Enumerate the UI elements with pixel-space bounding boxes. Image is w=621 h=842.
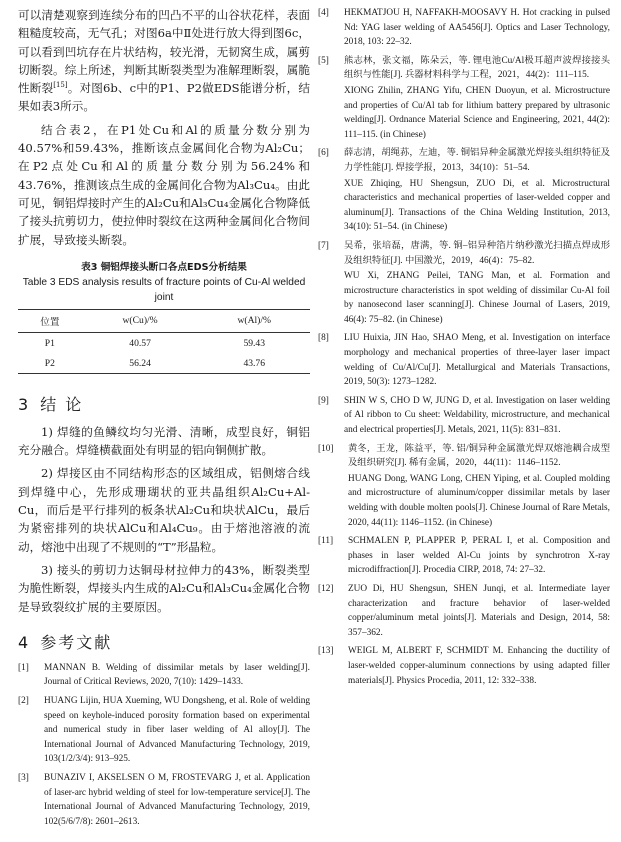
references-list-right bbox=[318, 6, 610, 688]
reference-item: [10] 黄冬，王龙，陈益平，等. 铝/铜异种金属激光焊双熔池耦合成型及组织研究[J]. 稀有金属，2020，44(11)：1146–1152. HUANG Dong, WANG Long, CHEN Yiping, et al. Coupled molding and microstructure of aluminum/copper dissimilar metals by laser welding with double molten pools[J]. Chinese Journal of Rare Metals, 2020, 44(11): 1146–1152. (in Chinese) bbox=[318, 443, 610, 528]
references-list-left bbox=[18, 661, 310, 830]
reference-item: [12] ZUO Di, HU Shengsun, SHEN Junqi, et al. Intermediate layer characterization and fracture behavior of laser-welded copper/aluminum metal joints[J]. Materials and Design, 2014, 58: 357–362. bbox=[318, 583, 610, 638]
paragraph-eds-discussion: 结合表2，在P1处Cu和Al的质量分数分别为40.57%和59.43%，推断该点金属间化合物为Al₂Cu；在P2点处Cu和Al的质量分数分别为56.24%和43.76%，推测该点生成的金属间化合物为Al₃Cu₄。由此可见，铜铝焊接时产生的Al₂Cu和Al₃Cu₄金属化合物降低了接头抗剪切力，使拉伸时裂纹在这两种金属间化合物间扩展，导致接头断裂。 bbox=[18, 122, 310, 247]
table-cell: P2 bbox=[18, 353, 82, 374]
reference-item: [7] 吴希，张培磊，唐满，等. 铜–铝异种箔片纳秒激光扫描点焊成形及组织特征[J]. 中国激光，2019，46(4)：75–82. WU Xi, ZHANG Peilei, TANG Man, et al. Formation and microstructure characteristics in spot welding of dissimilar Cu-Al foil by nanosecond laser scanning[J]. Chinese Journal of Lasers, 2019, 46(4): 75–82. (in Chinese) bbox=[318, 240, 610, 325]
eds-table bbox=[18, 309, 310, 374]
paragraph-fracture-analysis: 可以清楚观察到连续分布的凹凸不平的山谷状花样，表面粗糙度较高，无气孔；对图6a中Ⅱ处进行放大得到图6c，可以看到凹坑存在片状结构，较光滑，无韧窝生成，属剪切断裂。综上所述，判断其断裂类型为准解理断裂，属脆性断裂[15]。对图6b、c中的P1、P2做EDS能谱分析，结果如表3所示。 bbox=[18, 8, 310, 114]
header-al: w(Al)/% bbox=[198, 309, 310, 332]
right-column bbox=[318, 6, 610, 688]
reference-item: [1] MANNAN B. Welding of dissimilar metals by laser welding[J]. Journal of Critical Reviews, 2020, 7(10): 1429–1433. bbox=[18, 662, 310, 688]
reference-item: [5] 熊志林，张文福，陈朵云，等. 锂电池Cu/Al极耳超声波焊接接头组织与性能[J]. 兵器材料科学与工程，2021，44(2)：111–115. XIONG Zhilin, ZHANG Yifu, CHEN Duoyun, et al. Microstructure and properties of Cu/Al tab for lithium battery prepared by ultrasonic welding[J]. Ordnance Material Science and Engineering, 2021, 44(2): 111–115. (in Chinese) bbox=[318, 55, 610, 140]
left-column bbox=[18, 6, 310, 829]
body-text bbox=[18, 6, 310, 249]
table-cell: 40.57 bbox=[129, 337, 151, 349]
reference-item: [3] BUNAZIV I, AKSELSEN O M, FROSTEVARG J, et al. Application of laser-arc hybrid welding of steel for low-temperature service[J]. The International Journal of Advanced Manufacturing Technology, 2019, 102(5/6/7/8): 2601–2613. bbox=[18, 772, 310, 827]
conclusion-item: 1) 焊缝的鱼鳞纹均匀光滑、清晰，成型良好，铜铝充分融合。焊缝横截面处有明显的铝向铜侧扩散。 bbox=[18, 424, 310, 458]
section-heading-references: 4 参考文献 bbox=[18, 632, 113, 652]
reference-item: [6] 薛志清，胡绳荪，左迪，等. 铜铝异种金属激光焊接头组织特征及力学性能[J]. 焊接学报，2013，34(10)：51–54. XUE Zhiqing, HU Shengsun, ZUO Di, et al. Microstructural characteristics and mechanical properties of laser-welded copper and aluminum[J]. Transactions of the China Welding Institution, 2013, 34(10): 51–54. (in Chinese) bbox=[318, 148, 610, 233]
table-cell: 59.43 bbox=[243, 337, 266, 349]
table-cell: 43.76 bbox=[198, 353, 310, 374]
reference-item: [11] SCHMALEN P, PLAPPER P, PERAL I, et al. Composition and phases in laser welded Al-Cu joints by synchrotron X-ray microdiffraction[J]. Procedia CIRP, 2018, 74: 27–32. bbox=[318, 536, 610, 576]
conclusion-body bbox=[18, 423, 310, 616]
reference-item: [2] HUANG Lijin, HUA Xueming, WU Dongsheng, et al. Role of welding speed on keyhole-induced porosity formation based on experimental and numerical study in fiber laser welding of Al alloy[J]. The International Journal of Advanced Manufacturing Technology, 2019, 103(1/2/3/4): 913–925. bbox=[18, 696, 310, 765]
header-cu: w(Cu)/% bbox=[82, 309, 199, 332]
section-heading-conclusion: 3 结 论 bbox=[18, 394, 84, 414]
conclusion-item: 2) 焊接区由不同结构形态的区域组成，铝侧熔合线到焊缝中心，先形成珊瑚状的亚共晶组织Al₂Cu+Al-Cu，而后是平行排列的板条状Al₂Cu和块状AlCu，最后为紧密排列的块状AlCu和Al₄Cu₉。由于熔池溶液的流动，熔池中出现了不规则的“T”形晶粒。 bbox=[18, 466, 310, 554]
table-caption-en: Table 3 EDS analysis results of fracture points of Cu-Al welded joint bbox=[22, 276, 306, 303]
table-caption-cn: 表3 铜铝焊接头断口各点EDS分析结果 bbox=[81, 261, 247, 273]
table-header-row bbox=[18, 309, 310, 332]
table-row bbox=[18, 332, 310, 353]
reference-item: [9] SHIN W S, CHO D W, JUNG D, et al. Investigation on laser welding of Al ribbon to Cu sheet: Weldability, microstructure, and mechanical and electrical properties[J]. Metals, 2021, 11(5): 831–831. bbox=[318, 395, 610, 436]
reference-item: [13] WEIGL M, ALBERT F, SCHMIDT M. Enhancing the ductility of laser-welded copper-aluminum connections by using adapted filler materials[J]. Physics Procedia, 2011, 12: 332–338. bbox=[318, 646, 610, 686]
citation-15: [15] bbox=[53, 81, 68, 90]
conclusion-item: 3) 接头的剪切力达铜母材拉伸力的43%，断裂类型为脆性断裂，焊接头内生成的Al₂Cu和Al₃Cu₄金属化合物是导致裂纹扩展的主要原因。 bbox=[18, 562, 310, 614]
reference-item: [4] HEKMATJOU H, NAFFAKH-MOOSAVY H. Hot cracking in pulsed Nd: YAG laser welding of AA5456[J]. Optics and Laser Technology, 2018, 103: 22–32. bbox=[318, 8, 610, 48]
header-position: 位置 bbox=[18, 309, 82, 332]
table-cell: P1 bbox=[44, 337, 55, 349]
table-cell: 56.24 bbox=[82, 353, 199, 374]
reference-item: [8] LIU Huixia, JIN Hao, SHAO Meng, et al. Investigation on interface morphology and mechanical properties of three-layer laser impact welding of Cu/Al/Cu[J]. Metallurgical and Materials Transactions, 2019, 50(3): 1273–1282. bbox=[318, 333, 610, 388]
table-row bbox=[18, 353, 310, 374]
